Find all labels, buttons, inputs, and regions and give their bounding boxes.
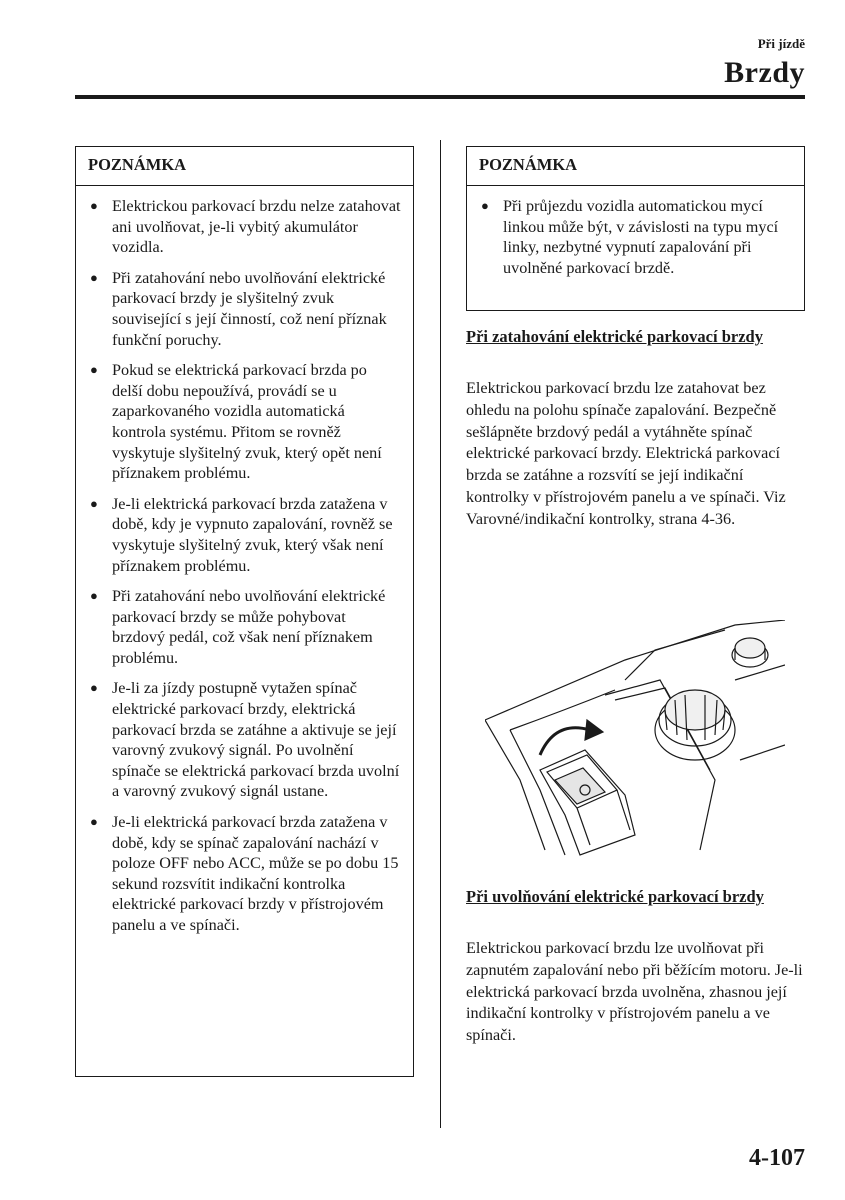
- header-section: Při jízdě: [757, 36, 805, 51]
- page-number: 4-107: [749, 1145, 805, 1171]
- header-rule: [75, 95, 805, 99]
- bullet-icon: ●: [481, 198, 489, 213]
- page-title: Brzdy: [724, 56, 805, 89]
- note-title: POZNÁMKA: [76, 147, 413, 186]
- note-item: ● Je-li elektrická parkovací brzda zatažena v době, kdy je vypnuto zapalování, rovněž se vyskytuje slyšitelný zvuk, který však není příznakem problému.: [90, 494, 393, 575]
- section-heading-release: Při uvolňování elektrické parkovací brzdy: [466, 887, 764, 906]
- bullet-icon: ●: [90, 588, 98, 604]
- section-heading-apply: Při zatahování elektrické parkovací brzdy: [466, 327, 763, 346]
- note-box-left: [75, 146, 414, 1077]
- note-item: ● Pokud se elektrická parkovací brzda po delší dobu nepoužívá, provádí se u zaparkovaného vozidla automatická kontrola systému. Přitom se rovněž vyskytuje slyšitelný zvuk, který opět není příznakem problému.: [90, 361, 382, 483]
- bullet-icon: ●: [90, 680, 98, 696]
- column-divider: [440, 140, 441, 1128]
- note-item: ● Při zatahování nebo uvolňování elektrické parkovací brzdy se může pohybovat brzdový pedál, což však není příznakem problému.: [90, 587, 386, 667]
- note-title: POZNÁMKA: [467, 147, 804, 186]
- note-item: ● Při zatahování nebo uvolňování elektrické parkovací brzdy je slyšitelný zvuk související s její činností, což není příznak funkční poruchy.: [90, 268, 387, 349]
- bullet-icon: ●: [90, 269, 98, 285]
- note-item: ● Je-li elektrická parkovací brzda zatažena v době, kdy se spínač zapalování nachází v poloze OFF nebo ACC, může se po dobu 15 sekund rozsvítit indikační kontrolka elektrické parkovací brzdy v přístrojovém panelu a ve spínači.: [90, 813, 399, 934]
- note-list: [467, 186, 804, 294]
- parking-brake-switch-illustration: [485, 620, 785, 870]
- note-item: ● Je-li za jízdy postupně vytažen spínač elektrické parkovací brzdy, elektrická parkovací brzda se zatáhne a aktivuje se její varovný zvukový signál. Po uvolnění spínače se elektrická parkovací brzda uvolní a varovný zvukový signál ustane.: [90, 679, 400, 801]
- note-item: ● Při průjezdu vozidla automatickou mycí linkou může být, v závislosti na typu mycí linky, nezbytné vypnutí zapalování při uvolněné parkovací brzdě.: [481, 197, 779, 277]
- bullet-icon: ●: [90, 495, 98, 511]
- section-body-apply: Elektrickou parkovací brzdu lze zatahovat bez ohledu na polohu spínače zapalování. Bezpečně sešlápněte brzdový pedál a vytáhněte spínač elektrické parkovací brzdy. Elektrická parkovací brzda se zatáhne a rozsvítí se její indikační kontrolky v přístrojovém panelu a ve spínači. Viz Varovné/indikační kontrolky, strana 4-36.: [466, 379, 786, 528]
- bullet-icon: ●: [90, 362, 98, 378]
- bullet-icon: ●: [90, 198, 98, 213]
- section-body-release: Elektrickou parkovací brzdu lze uvolňovat při zapnutém zapalování nebo při běžícím motoru. Je-li elektrická parkovací brzda uvolněna, zhasnou její indikační kontrolky v přístrojovém panelu a ve spínači.: [466, 939, 803, 1045]
- bullet-icon: ●: [90, 814, 98, 830]
- note-box-right: [466, 146, 805, 311]
- note-item: ● Elektrickou parkovací brzdu nelze zatahovat ani uvolňovat, je-li vybitý akumulátor vozidla.: [90, 197, 401, 257]
- note-list: [76, 186, 413, 952]
